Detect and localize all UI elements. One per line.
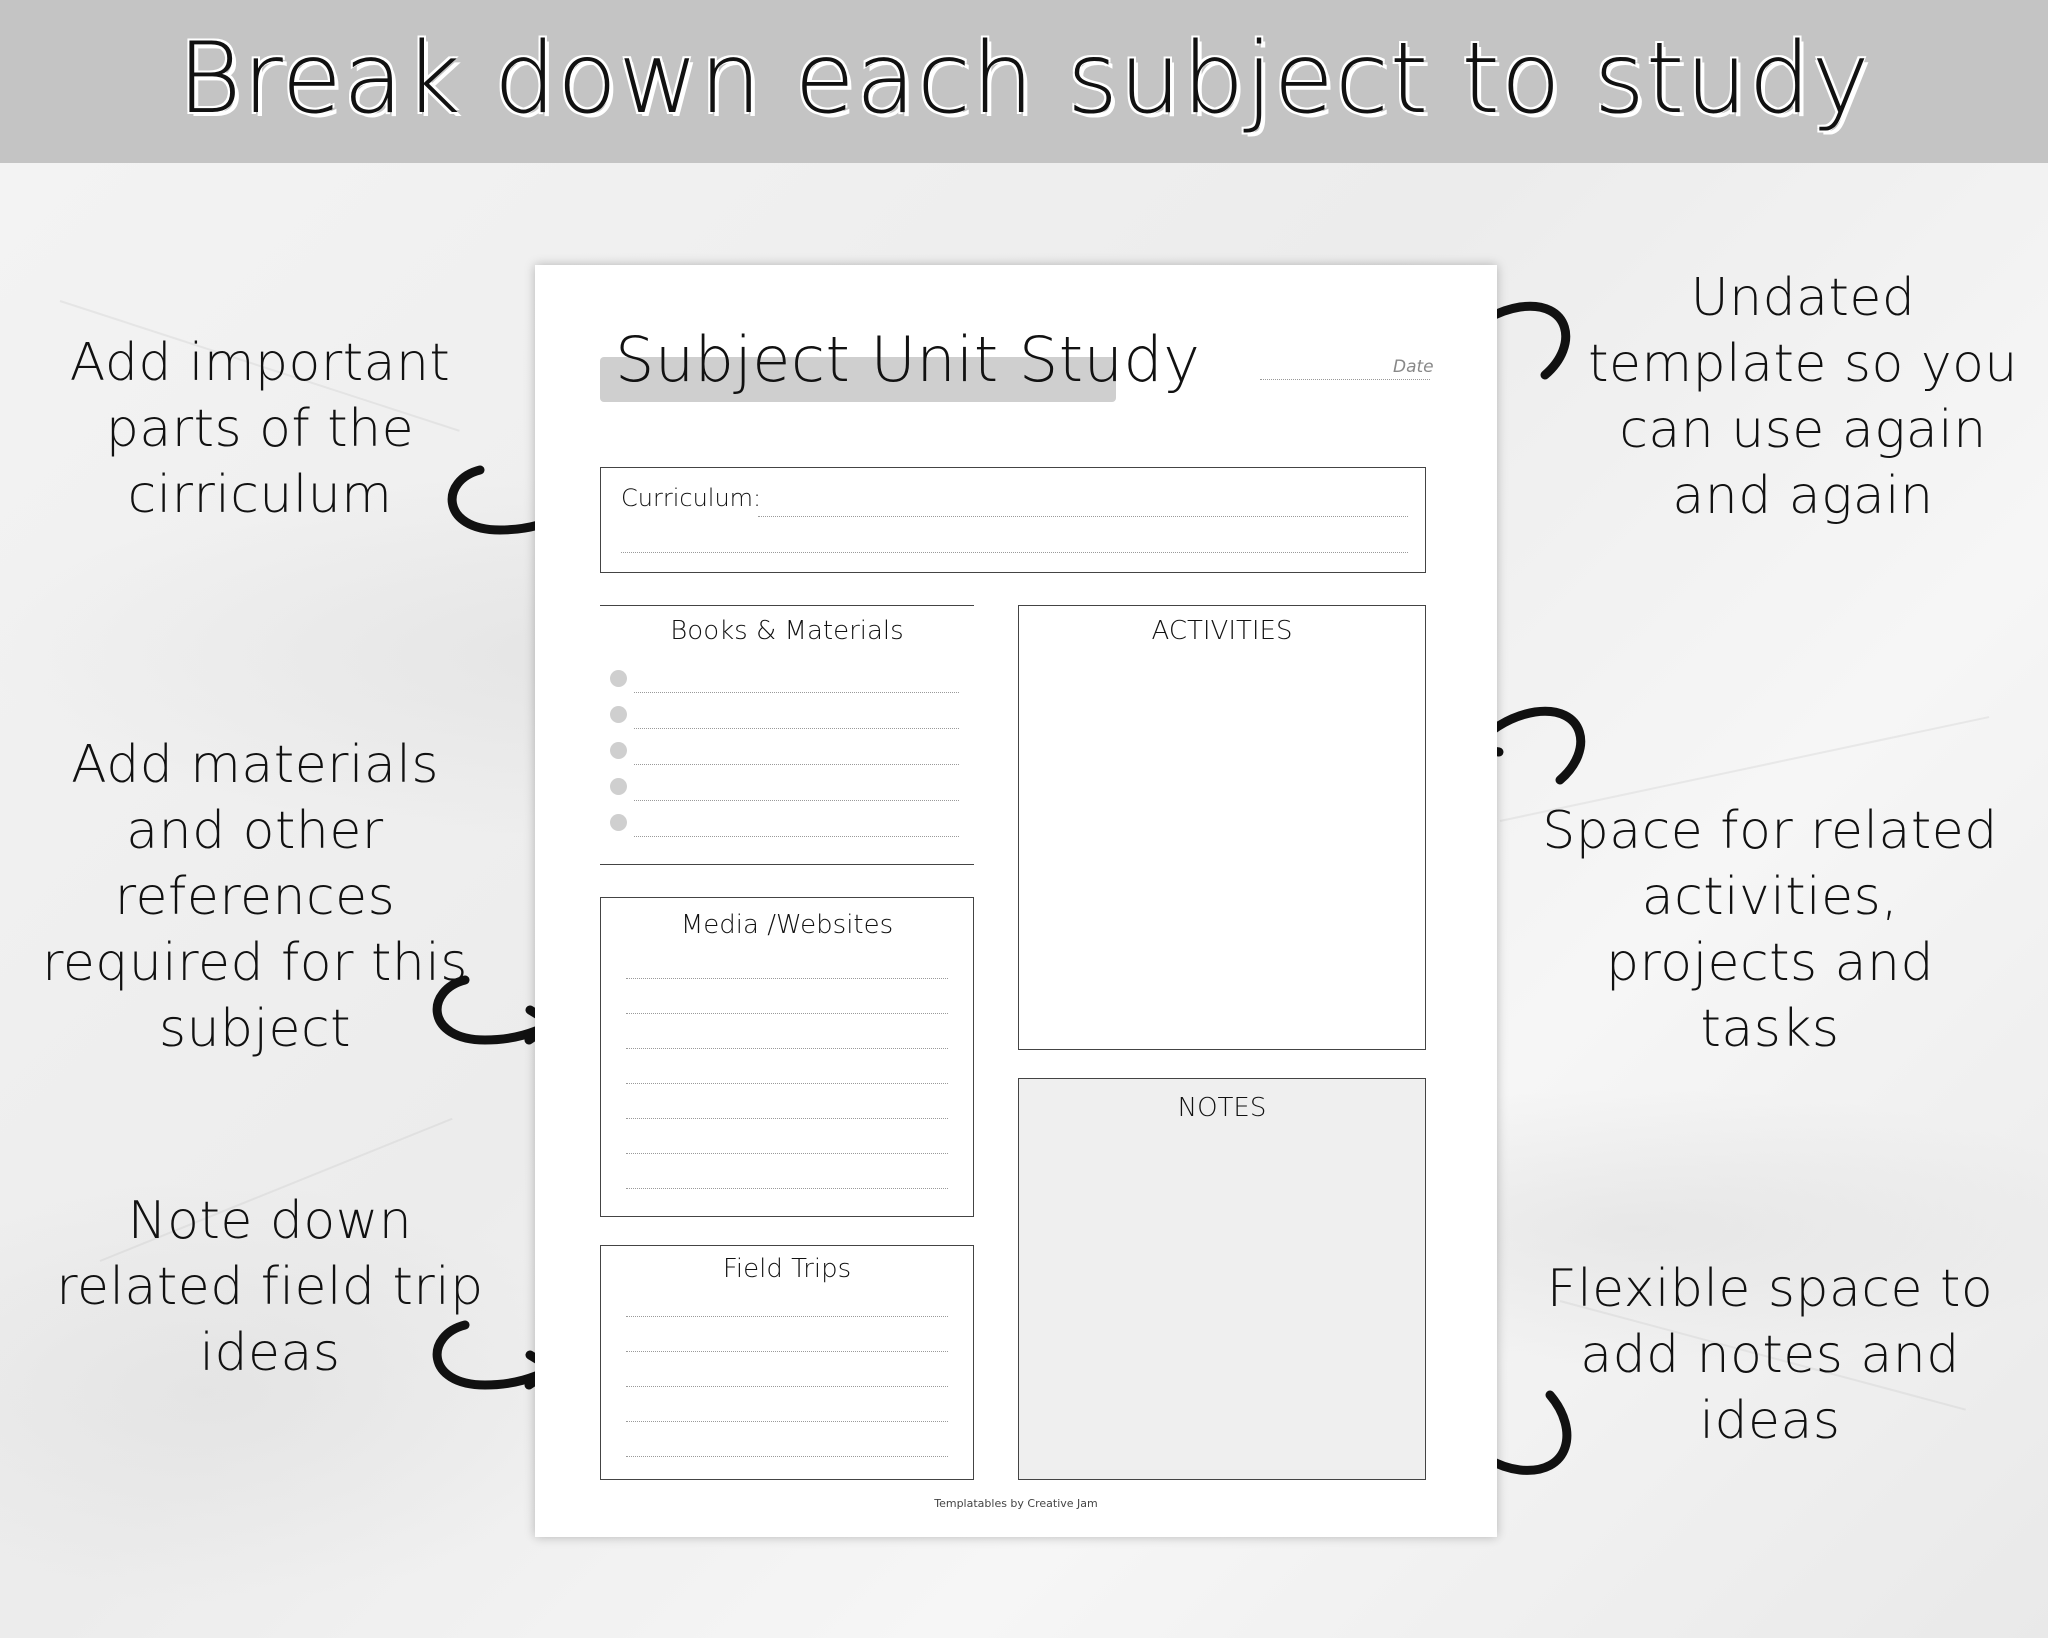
template-page: [535, 265, 1497, 1537]
annotation-materials: Add materials and other references required for this subject: [42, 735, 468, 1059]
curriculum-box: [600, 467, 1426, 573]
books-materials-section: [600, 605, 974, 865]
bullet-icon: [610, 742, 627, 759]
media-websites-box: [600, 897, 974, 1217]
media-title: Media /Websites: [680, 910, 894, 940]
bullet-icon: [610, 706, 627, 723]
dotted-line: [634, 800, 959, 801]
dotted-line: [621, 552, 1408, 553]
dotted-line: [626, 1456, 948, 1457]
bullet-icon: [610, 814, 627, 831]
dotted-line: [634, 764, 959, 765]
header-banner: [0, 0, 2048, 163]
date-line: [1260, 379, 1430, 380]
dotted-line: [626, 1118, 948, 1119]
dotted-line: [626, 1351, 948, 1352]
date-label: Date: [1393, 357, 1434, 377]
dotted-line: [626, 978, 948, 979]
field-trips-title: Field Trips: [722, 1254, 852, 1284]
annotation-undated: Undated template so you can use again and again: [1588, 268, 2018, 526]
dotted-line: [758, 516, 1408, 517]
curriculum-label: Curriculum:: [621, 484, 762, 512]
banner-title: Break down each subject to study: [177, 22, 1871, 136]
activities-title: ACTIVITIES: [1151, 616, 1293, 646]
field-trips-box: [600, 1245, 974, 1480]
dotted-line: [626, 1386, 948, 1387]
dotted-line: [626, 1048, 948, 1049]
dotted-line: [626, 1188, 948, 1189]
template-footer: Templatables by Creative Jam: [934, 1497, 1098, 1510]
bullet-icon: [610, 670, 627, 687]
annotation-field-trips: Note down related field trip ideas: [56, 1191, 484, 1383]
annotation-notes: Flexible space to add notes and ideas: [1546, 1259, 1994, 1451]
bullet-icon: [610, 778, 627, 795]
notes-title: NOTES: [1177, 1093, 1267, 1123]
books-title: Books & Materials: [670, 616, 904, 646]
dotted-line: [634, 692, 959, 693]
dotted-line: [626, 1316, 948, 1317]
dotted-line: [626, 1421, 948, 1422]
template-title: Subject Unit Study: [615, 323, 1201, 396]
dotted-line: [626, 1083, 948, 1084]
dotted-line: [634, 728, 959, 729]
notes-box: [1018, 1078, 1426, 1480]
dotted-line: [626, 1153, 948, 1154]
annotation-activities: Space for related activities, projects and tasks: [1542, 801, 1998, 1059]
dotted-line: [626, 1013, 948, 1014]
annotation-curriculum: Add important parts of the cirriculum: [69, 333, 451, 525]
dotted-line: [634, 836, 959, 837]
activities-box: [1018, 605, 1426, 1050]
